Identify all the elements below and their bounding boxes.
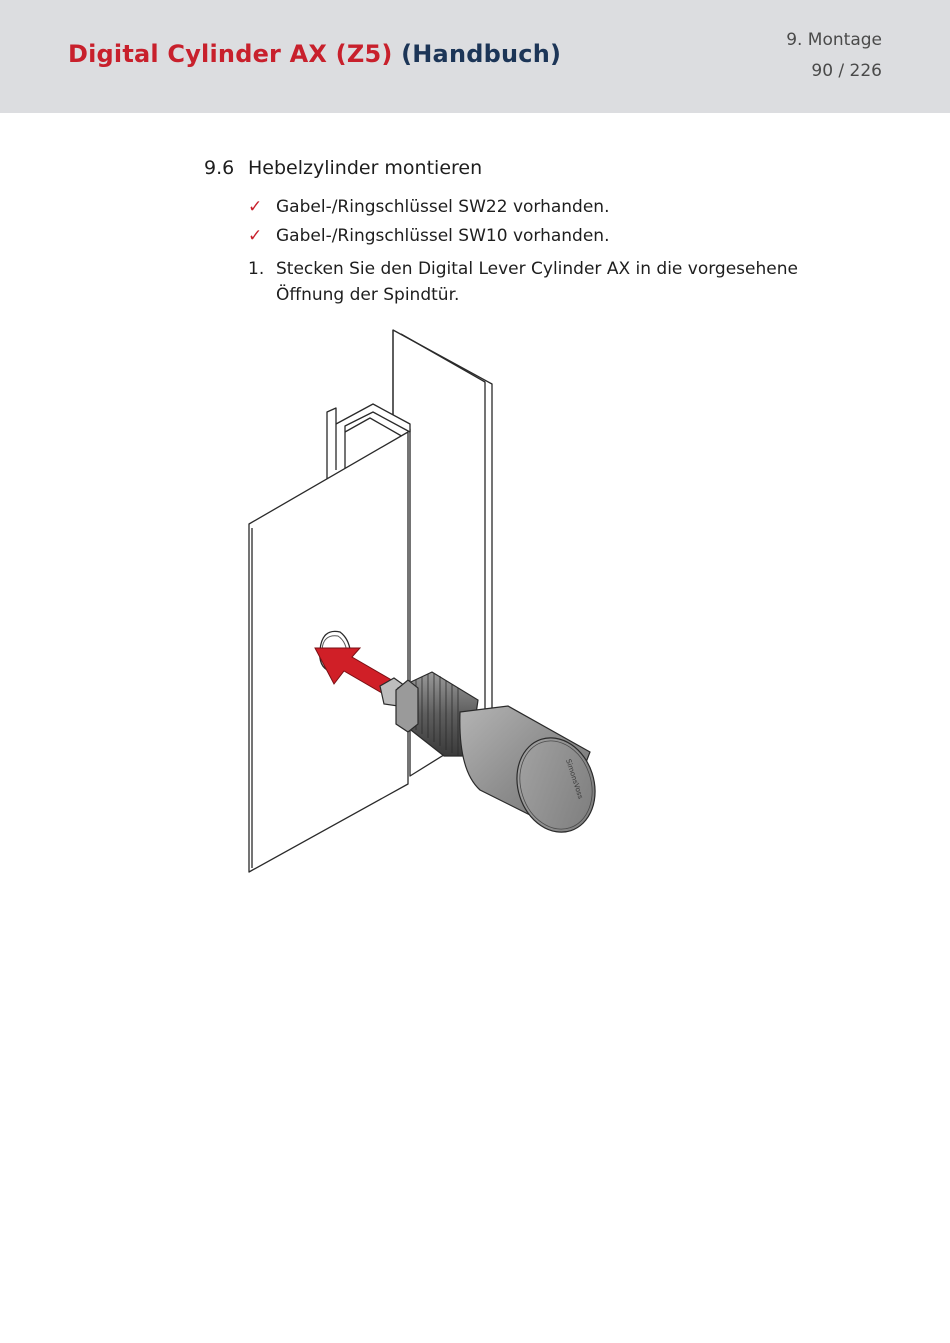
- check-icon: ✓: [248, 197, 263, 217]
- section-number: 9.6: [204, 157, 235, 179]
- prerequisite-text: Gabel-/Ringschlüssel SW10 vorhanden.: [276, 226, 610, 246]
- page-number: 90 / 226: [811, 61, 882, 81]
- section-heading: [204, 157, 482, 179]
- prerequisite-text: Gabel-/Ringschlüssel SW22 vorhanden.: [276, 197, 610, 217]
- list-item: [248, 193, 609, 222]
- prerequisite-list: [248, 193, 609, 251]
- list-item: [248, 222, 609, 251]
- mounting-illustration: [240, 320, 620, 880]
- document-kind: (Handbuch): [401, 40, 562, 68]
- step-text: Stecken Sie den Digital Lever Cylinder AX in die vorgesehene Öffnung der Spindtür.: [276, 259, 798, 305]
- lever-cylinder-door-diagram: [240, 320, 620, 880]
- chapter-label: 9. Montage: [786, 30, 882, 50]
- cap-brand-label: SimonsVoss: [564, 758, 585, 800]
- list-item: [248, 256, 868, 308]
- product-name: Digital Cylinder AX (Z5): [68, 40, 393, 68]
- page-header: [0, 0, 950, 113]
- step-list: [248, 256, 868, 308]
- check-icon: ✓: [248, 226, 263, 246]
- step-number: 1.: [248, 259, 265, 279]
- section-title: Hebelzylinder montieren: [248, 157, 483, 179]
- document-title: [68, 40, 561, 68]
